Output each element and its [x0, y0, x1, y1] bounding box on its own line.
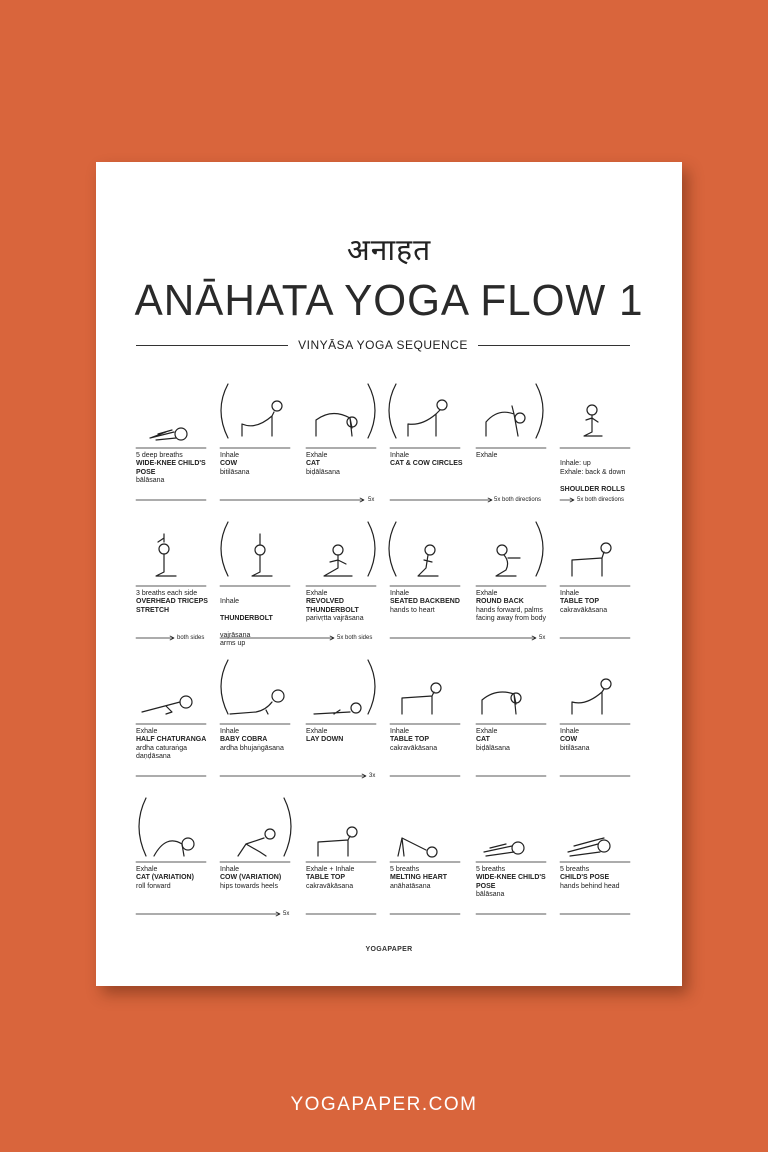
table-top-figure	[572, 543, 611, 576]
revolved-thunderbolt-figure	[324, 545, 352, 576]
bracket-close	[536, 522, 543, 576]
bracket-close	[368, 384, 375, 438]
pose-label: 5 deep breaths WIDE-KNEE CHILD'S POSE bālāsana	[136, 452, 206, 485]
cow-figure-2	[572, 679, 611, 714]
pose-label: Inhale COW (VARIATION) hips towards heels	[220, 866, 282, 890]
child-pose-hands-head-figure	[568, 838, 610, 856]
pose-label: Inhale COW bitilāsana	[220, 452, 250, 476]
pose-label: Inhale COW bitilāsana	[560, 728, 590, 752]
bracket-close	[284, 798, 291, 856]
pose-baselines	[136, 448, 630, 862]
cat-cow-circle-exhale-figure	[486, 406, 525, 436]
wide-knee-child-figure	[484, 842, 524, 856]
table-top-figure-3	[318, 827, 357, 856]
bracket-open	[389, 522, 396, 576]
repetition-label: 5x	[283, 911, 290, 917]
repetition-label: both sides	[177, 635, 205, 641]
pose-label: Inhale CAT & COW CIRCLES	[390, 452, 463, 468]
cat-figure	[316, 413, 357, 436]
repetition-lines	[136, 498, 630, 916]
cat-figure-2	[482, 692, 521, 714]
baby-cobra-figure	[230, 690, 284, 714]
pose-label: Exhale ROUND BACK hands forward, palms facing away from body	[476, 590, 547, 623]
lay-down-figure	[314, 703, 361, 714]
pose-label: 5 breaths WIDE-KNEE CHILD'S POSE bālāsana	[476, 866, 546, 899]
overhead-triceps-figure	[156, 534, 176, 576]
bracket-open	[389, 384, 396, 438]
repetition-label: 5x both directions	[494, 497, 542, 503]
melting-heart-figure	[398, 838, 437, 857]
repetition-label: 5x both directions	[577, 497, 625, 503]
pose-label: Inhale TABLE TOP cakravākāsana	[390, 728, 438, 752]
bracket-open	[221, 384, 228, 438]
seated-backbend-figure	[418, 545, 438, 576]
cat-variation-figure	[154, 838, 194, 856]
poster-brand: YOGAPAPER	[365, 946, 413, 953]
round-back-figure	[496, 545, 520, 576]
repetition-label: 5x	[368, 497, 375, 503]
poster	[96, 162, 682, 986]
pose-label: Inhale SEATED BACKBEND hands to heart	[390, 590, 460, 614]
pose-label: Exhale CAT biḍālāsana	[476, 728, 510, 752]
pose-label: Exhale REVOLVED THUNDERBOLT parivṛtta vajrāsana	[306, 590, 364, 623]
half-chaturanga-figure	[142, 696, 192, 714]
pose-illustrations	[96, 162, 682, 986]
sanskrit-title: अनाहत	[346, 233, 432, 268]
pose-label: Inhale TABLE TOP cakravākāsana	[560, 590, 608, 614]
repetition-label: 3x	[369, 773, 376, 779]
pose-label: Exhale + Inhale TABLE TOP cakravākāsana	[306, 866, 355, 890]
cat-cow-circle-inhale-figure	[408, 400, 447, 436]
cow-figure	[242, 401, 282, 436]
pose-label: 5 breaths MELTING HEART anāhatāsana	[390, 866, 448, 890]
bracket-close	[368, 522, 375, 576]
bracket-close	[368, 660, 375, 714]
repetition-label: 5x	[539, 635, 546, 641]
table-top-figure-2	[402, 683, 441, 714]
pose-label: 3 breaths each side OVERHEAD TRICEPS STRETCH	[136, 590, 208, 614]
bracket-open	[221, 660, 228, 714]
pose-label: Exhale CAT (VARIATION) roll forward	[136, 866, 194, 890]
pose-label: Exhale CAT biḍālāsana	[306, 452, 340, 476]
pose-label: Inhale THUNDERBOLT vajrāsana arms up	[220, 598, 273, 648]
bracket-open	[221, 522, 228, 576]
child-pose-figure	[150, 428, 187, 440]
poster-subtitle: VINYĀSA YOGA SEQUENCE	[298, 338, 468, 352]
pose-label: 5 breaths CHILD'S POSE hands behind head	[560, 866, 620, 890]
repetition-label: 5x both sides	[337, 635, 373, 641]
site-url: YOGAPAPER.COM	[290, 1094, 478, 1115]
shoulder-rolls-figure	[584, 405, 602, 436]
bracket-close	[536, 384, 543, 438]
bracket-open	[139, 798, 146, 856]
pose-label: Exhale HALF CHATURANGA ardha caturaṅga daṇḍāsana	[136, 728, 207, 761]
poster-title: ANĀHATA YOGA FLOW 1	[134, 276, 644, 325]
pose-label: Inhale: up Exhale: back & down SHOULDER ROLLS	[560, 460, 626, 493]
pose-label: Exhale LAY DOWN	[306, 728, 344, 744]
pose-label: Inhale BABY COBRA ardha bhujaṅgāsana	[220, 728, 284, 752]
thunderbolt-figure	[252, 534, 272, 576]
cow-variation-figure	[238, 829, 275, 856]
pose-label: Exhale	[476, 452, 498, 459]
